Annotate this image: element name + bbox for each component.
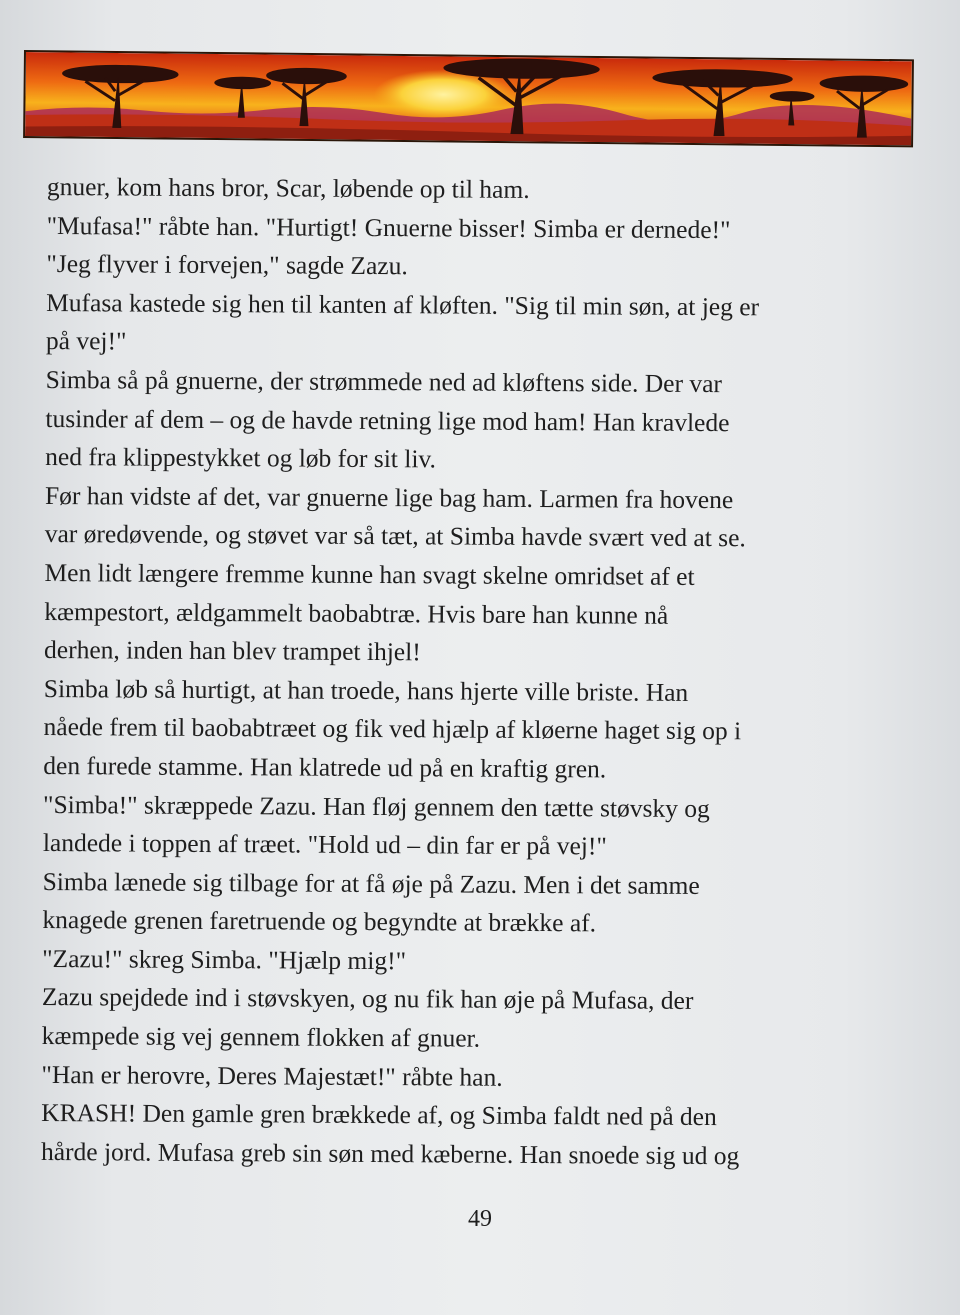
text-line: nåede frem til baobabtræet og fik ved hjælp af kløerne haget sig op i xyxy=(43,712,742,746)
text-line: Men lidt længere fremme kunne han svagt skelne omridset af et xyxy=(44,557,695,591)
text-line: "Zazu!" skreg Simba. "Hjælp mig!" xyxy=(42,943,407,976)
story-text xyxy=(41,168,917,1177)
text-line: derhen, inden han blev trampet ihjel! xyxy=(43,635,421,667)
text-line: gnuer, kom hans bror, Scar, løbende op til ham. xyxy=(46,171,530,204)
text-line: landede i toppen af træet. "Hold ud – din far er på vej!" xyxy=(42,828,607,861)
text-line: "Mufasa!" råbte han. "Hurtigt! Gnuerne bisser! Simba er dernede!" xyxy=(46,210,731,244)
text-line: den furede stamme. Han klatrede ud på en kraftig gren. xyxy=(43,750,607,784)
text-line: Simba lænede sig tilbage for at få øje på Zazu. Men i det samme xyxy=(42,866,700,900)
text-line: på vej!" xyxy=(45,326,127,356)
text-line: kæmpestort, ældgammelt baobabtræ. Hvis bare han kunne nå xyxy=(44,596,669,630)
text-line: "Jeg flyver i forvejen," sagde Zazu. xyxy=(46,249,408,281)
savanna-banner-illustration xyxy=(23,50,914,147)
text-line: "Simba!" skræppede Zazu. Han fløj gennem den tætte støvsky og xyxy=(43,789,710,823)
page-number: 49 xyxy=(468,1206,492,1232)
text-line: Mufasa kastede sig hen til kanten af kløften. "Sig til min søn, at jeg er xyxy=(46,287,760,322)
savanna-sunset-icon xyxy=(25,52,912,145)
text-line: Zazu spejdede ind i støvskyen, og nu fik han øje på Mufasa, der xyxy=(41,982,694,1016)
text-line: Simba så på gnuerne, der strømmede ned ad kløftens side. Der var xyxy=(45,364,723,399)
text-line: KRASH! Den gamle gren brækkede af, og Simba faldt ned på den xyxy=(41,1098,717,1132)
text-line: "Han er herovre, Deres Majestæt!" råbte han. xyxy=(41,1059,503,1092)
text-line: tusinder af dem – og de havde retning lige mod ham! Han kravlede xyxy=(45,403,730,437)
text-line: kæmpede sig vej gennem flokken af gnuer. xyxy=(41,1021,481,1053)
text-line: hårde jord. Mufasa greb sin søn med kæberne. Han snoede sig ud og xyxy=(40,1136,740,1171)
text-line: Simba løb så hurtigt, at han troede, hans hjerte ville briste. Han xyxy=(43,673,689,707)
text-line: knagede grenen faretruende og begyndte at brække af. xyxy=(42,905,597,938)
text-line: Før han vidste af det, var gnuerne lige bag ham. Larmen fra hovene xyxy=(44,480,734,514)
text-line: ned fra klippestykket og løb for sit liv. xyxy=(45,442,437,474)
text-line: var øredøvende, og støvet var så tæt, at Simba havde svært ved at se. xyxy=(44,519,746,553)
